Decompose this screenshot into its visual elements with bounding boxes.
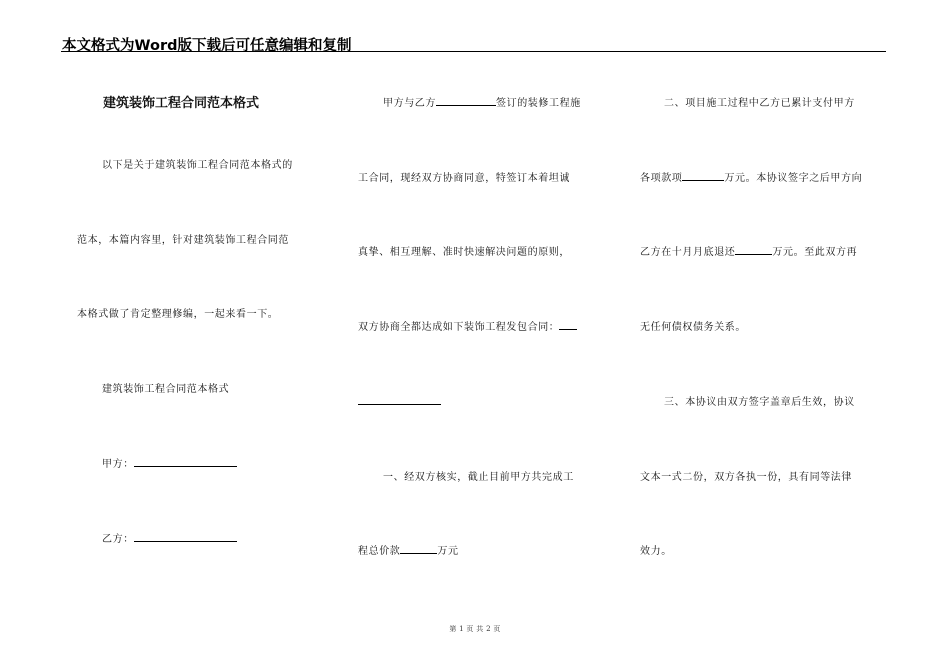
clause-text: 万元 [437, 546, 459, 557]
clause-3-line-3: 效力。 [640, 546, 672, 557]
clause-text: 乙方在十月月底退还 [640, 247, 736, 258]
preamble-line-5 [358, 393, 441, 408]
clause-text: 程总价款 [358, 546, 401, 557]
clause-text: 各项款项 [640, 173, 683, 184]
clause-1-line-1: 一、经双方核实，截止目前甲方共完成工 [383, 472, 574, 483]
clause-2-line-1: 二、项目施工过程中乙方已累计支付甲方 [664, 98, 855, 109]
clause-2-line-2 [640, 169, 862, 184]
clause-3-line-2: 文本一式二份，双方各执一份，具有同等法律 [640, 472, 852, 483]
party-a-blank [134, 455, 237, 467]
preamble-text: 签订的装修工程施 [496, 98, 581, 109]
clause-2-line-4: 无任何债权债务关系。 [640, 322, 746, 333]
party-a-line [102, 455, 237, 470]
total-price-blank [400, 542, 437, 554]
clause-3-line-1: 三、本协议由双方签字盖章后生效，协议 [664, 397, 855, 408]
preamble-line-2: 工合同，现经双方协商同意，特签订本着坦诚 [358, 173, 570, 184]
preamble-line-3: 真挚、相互理解、准时快速解决问题的原则， [358, 247, 570, 258]
document-title: 建筑装饰工程合同范本格式 [103, 96, 260, 111]
paid-amount-blank [682, 169, 724, 181]
header-rule [61, 51, 886, 52]
refund-amount-blank [735, 243, 772, 255]
intro-line-3: 本格式做了肯定整理修编，一起来看一下。 [77, 309, 279, 320]
clause-text: 万元。本协议签字之后甲方向 [724, 173, 863, 184]
page-number: 第 1 页 共 2 页 [449, 625, 501, 633]
party-b-label: 乙方： [102, 534, 134, 545]
intro-line-2: 范本，本篇内容里，针对建筑装饰工程合同范 [77, 235, 289, 246]
preamble-text: 双方协商全都达成如下装饰工程发包合同： [358, 322, 560, 333]
contract-date-blank [436, 94, 496, 106]
preamble-line-4 [358, 318, 577, 333]
project-name-blank [559, 318, 577, 330]
clause-2-line-3 [640, 243, 857, 258]
party-b-line [102, 530, 237, 545]
party-a-label: 甲方： [102, 459, 134, 470]
intro-line-1: 以下是关于建筑装饰工程合同范本格式的 [102, 160, 293, 171]
clause-text: 万元。至此双方再 [772, 247, 858, 258]
project-name-blank-continued [358, 393, 441, 405]
party-b-blank [134, 530, 237, 542]
clause-1-line-2 [358, 542, 459, 557]
contract-subtitle: 建筑装饰工程合同范本格式 [102, 384, 230, 395]
preamble-line-1 [383, 94, 581, 109]
preamble-text: 甲方与乙方 [383, 98, 436, 109]
header-title: 本文格式为Word版下载后可任意编辑和复制 [62, 38, 352, 54]
